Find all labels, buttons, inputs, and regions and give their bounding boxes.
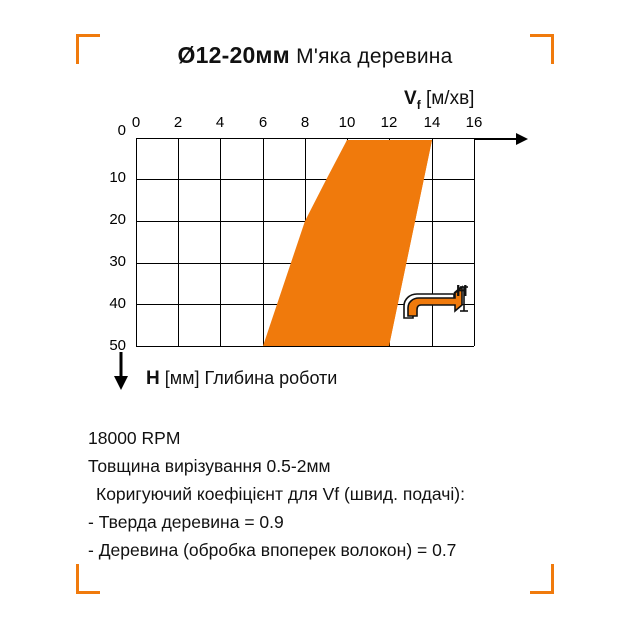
x-axis-arrow xyxy=(474,131,528,147)
xtick-10: 10 xyxy=(338,114,356,131)
ytick-20: 20 xyxy=(109,211,126,228)
frame-mask-bottom xyxy=(100,586,530,600)
frame-mask-top xyxy=(100,28,530,42)
y-axis-label xyxy=(146,368,337,390)
xtick-16: 16 xyxy=(465,114,483,131)
title-material: М'яка деревина xyxy=(296,45,453,68)
y-axis-label-symbol: H xyxy=(146,368,160,389)
x-axis-label-subscript: f xyxy=(416,97,421,112)
xtick-14: 14 xyxy=(423,114,441,131)
ytick-50: 50 xyxy=(109,337,126,354)
xtick-6: 6 xyxy=(258,114,268,131)
x-axis-label-unit: [м/хв] xyxy=(425,88,475,109)
title-diameter: Ø12-20мм xyxy=(177,42,290,68)
note-hardwood: - Тверда деревина = 0.9 xyxy=(88,512,284,532)
ytick-30: 30 xyxy=(109,253,126,270)
ytick-0: 0 xyxy=(117,122,126,139)
x-axis-label-symbol: V xyxy=(404,88,417,109)
note-cut-thickness: Товщина вирізування 0.5-2мм xyxy=(88,456,331,476)
note-crossgrain: - Деревина (обробка впоперек волокон) = 0.7 xyxy=(88,540,457,560)
xtick-0: 0 xyxy=(131,114,141,131)
xtick-4: 4 xyxy=(215,114,225,131)
xtick-2: 2 xyxy=(173,114,183,131)
note-correction-header: Коригуючий коефіцієнт для Vf (швид. подачі): xyxy=(96,484,465,504)
xtick-8: 8 xyxy=(300,114,310,131)
y-axis-label-rest: [мм] Глибина роботи xyxy=(164,368,338,388)
y-axis-arrow xyxy=(111,352,131,392)
ytick-10: 10 xyxy=(109,169,126,186)
frame-mask-left xyxy=(70,64,84,564)
tool-depth-label: H xyxy=(456,283,468,300)
notes-block xyxy=(88,424,558,564)
note-rpm: 18000 RPM xyxy=(88,428,181,448)
xtick-12: 12 xyxy=(380,114,398,131)
chart-title xyxy=(0,42,630,69)
x-axis-label xyxy=(404,88,474,112)
ytick-40: 40 xyxy=(109,295,126,312)
